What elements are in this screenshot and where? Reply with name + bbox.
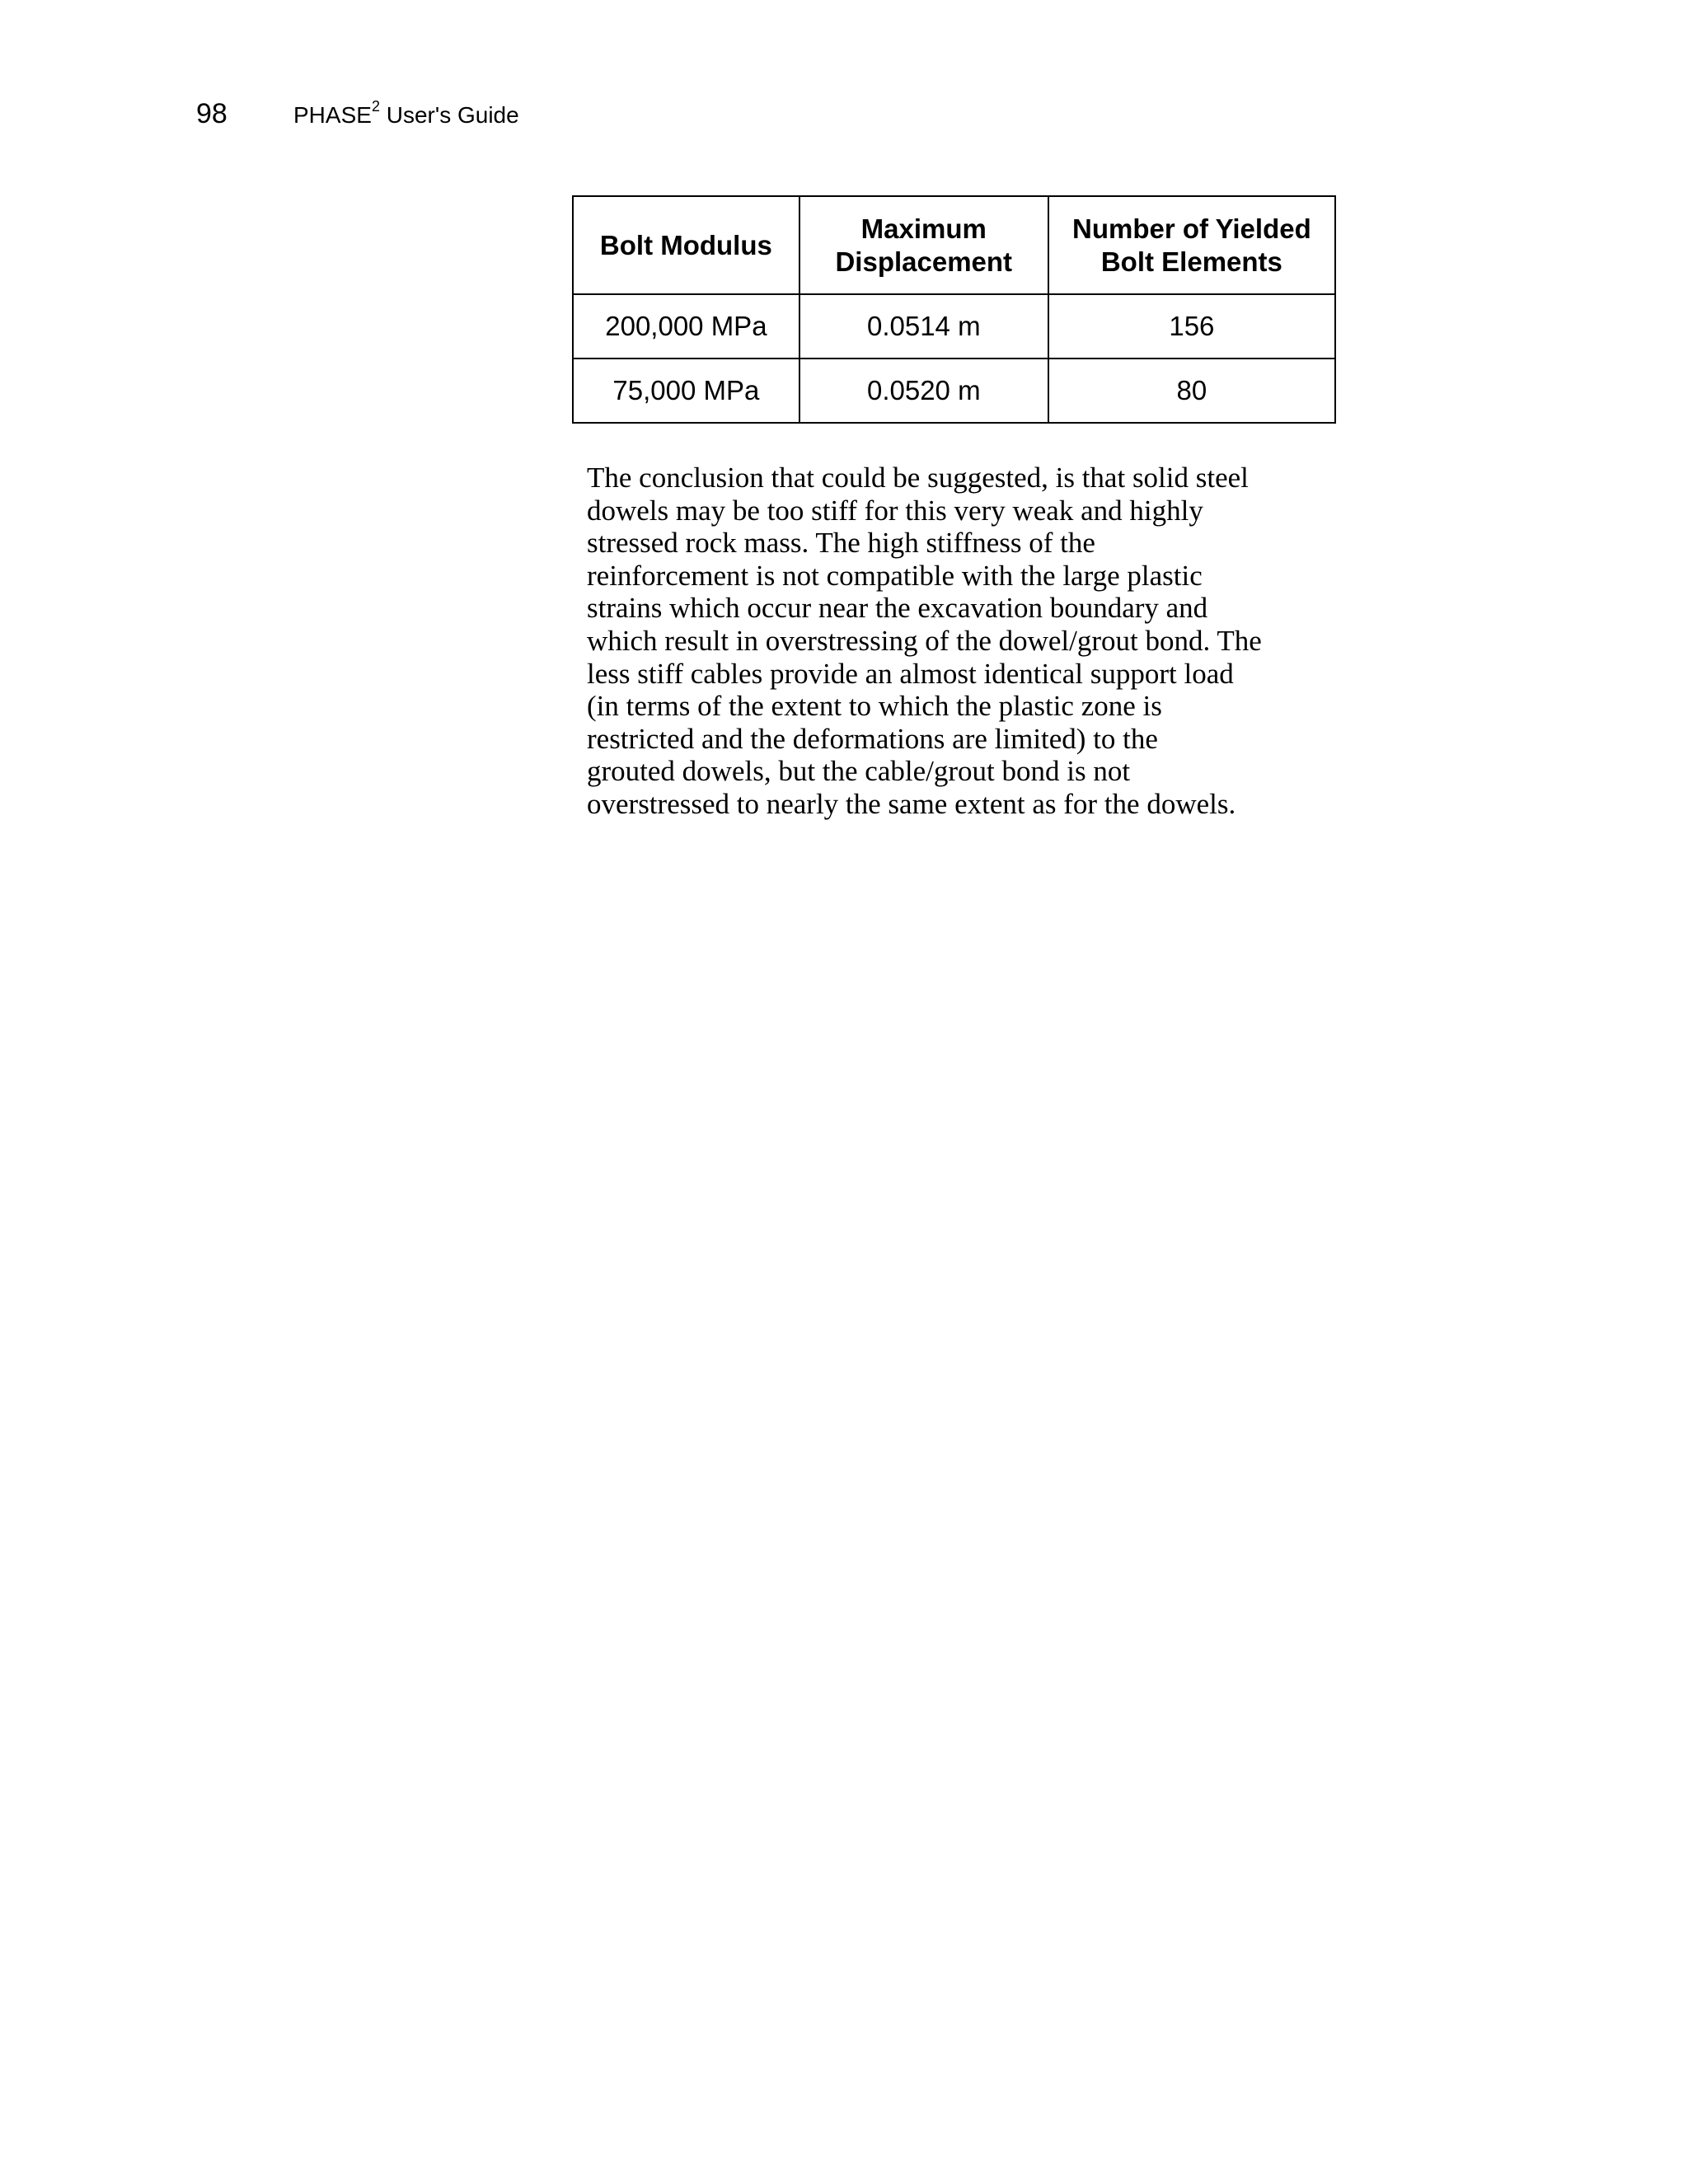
paragraph-line: strains which occur near the excavation boundary and [587,592,1208,625]
table-cell: 0.0514 m [799,294,1048,359]
bolt-results-table [572,195,1336,424]
paragraph-line: overstressed to nearly the same extent as for the dowels. [587,787,1236,820]
column-header-yielded-elements [1048,196,1335,294]
column-header-bolt-modulus [573,196,799,294]
header-product: PHASE [293,102,372,128]
paragraph-line: restricted and the deformations are limited) to the [587,722,1158,755]
paragraph-line: grouted dowels, but the cable/grout bond is not [587,755,1131,788]
header-line: Number of Yielded [1072,213,1311,244]
table-header-row [573,196,1335,294]
paragraph-line: reinforcement is not compatible with the large plastic [587,559,1203,592]
paragraph-line: which result in overstressing of the dowel/grout bond. The [587,624,1262,657]
table-cell: 0.0520 m [799,359,1048,423]
page-number: 98 [196,98,227,129]
header-line: Displacement [835,246,1013,277]
header-line: Bolt Elements [1100,246,1282,277]
header-line: Bolt Modulus [599,229,772,260]
table-row [573,359,1335,423]
table-cell: 80 [1048,359,1335,423]
table-cell: 75,000 MPa [573,359,799,423]
table-cell: 200,000 MPa [573,294,799,359]
conclusion-paragraph [587,462,1345,821]
paragraph-line: (in terms of the extent to which the plastic zone is [587,690,1162,723]
paragraph-line: The conclusion that could be suggested, is that solid steel [587,462,1249,494]
header-guide: User's Guide [379,102,519,128]
paragraph-line: dowels may be too stiff for this very weak and highly [587,494,1203,527]
header-superscript: 2 [371,98,380,115]
header-line: Maximum [860,213,987,244]
table-row [573,294,1335,359]
running-header [293,98,519,130]
paragraph-line: less stiff cables provide an almost identical support load [587,657,1234,690]
column-header-maximum-displacement [799,196,1048,294]
paragraph-line: stressed rock mass. The high stiffness of the [587,527,1095,560]
table-cell: 156 [1048,294,1335,359]
